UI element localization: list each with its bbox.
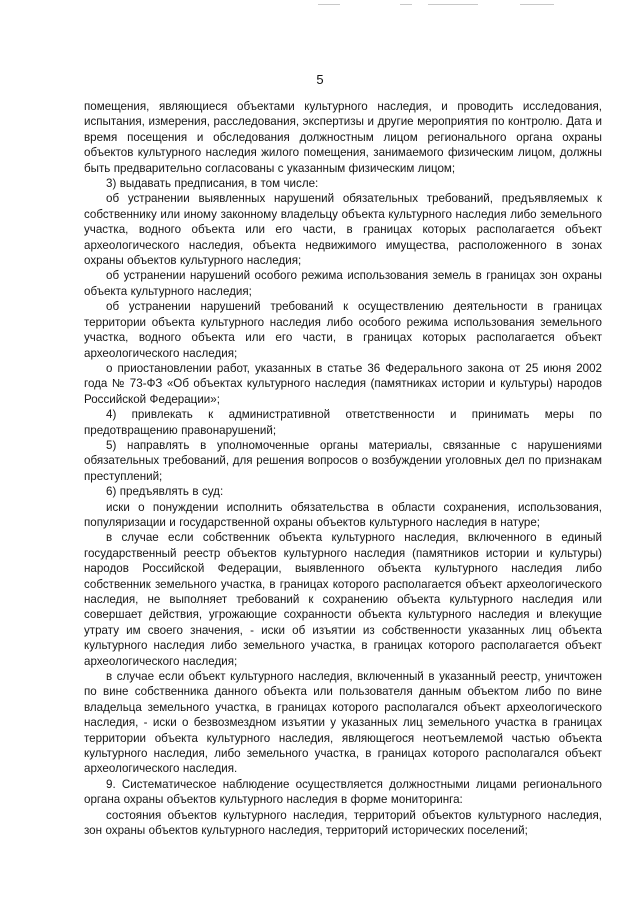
paragraph: состояния объектов культурного наследия, территорий объектов культурного наследия, зон охраны объектов культурного наследия, территорий исторических поселений; bbox=[84, 808, 602, 838]
paragraph: об устранении нарушений особого режима использования земель в границах зон охраны объекта культурного наследия; bbox=[84, 269, 602, 298]
paragraph: помещения, являющиеся объектами культурного наследия, и проводить исследования, испытания, измерения, расследования, экспертизы и другие мероприятия по контролю. Дата и время посещения и обследования должностным лицом регионального органа охраны объектов культурного наследия жилого помещения, занимаемого физическим лицом, должны быть предварительно согласованы с указанным физическим лицом; bbox=[84, 100, 602, 175]
scan-artifact bbox=[400, 4, 412, 5]
scan-artifact bbox=[520, 4, 554, 5]
document-body bbox=[84, 99, 602, 839]
scan-artifact bbox=[428, 4, 478, 5]
scan-artifact bbox=[318, 4, 340, 5]
paragraph: 5) направлять в уполномоченные органы материалы, связанные с нарушениями обязательных требований, для решения вопросов о возбуждении уголовных дел по признакам преступлений; bbox=[84, 438, 602, 483]
paragraph: о приостановлении работ, указанных в статье 36 Федерального закона от 25 июня 2002 года № 73-ФЗ «Об объектах культурного наследия (памятниках истории и культуры) народов Российской Федерации»; bbox=[84, 361, 602, 406]
paragraph: в случае если собственник объекта культурного наследия, включенного в единый государственный реестр объектов культурного наследия (памятников истории и культуры) народов Российской Федерации, выявленного объекта культурного наследия либо собственник земельного участка, в границах которого располагается объект археологического наследия, не выполняет требований к сохранению объекта культурного наследия или совершает действия, угрожающие сохранности объекта культурного наследия и влекущие утрату им своего значения, - иски об изъятии из собственности указанных лиц объекта культурного наследия либо земельного участка, в границах которого располагается объект археологического наследия; bbox=[84, 531, 602, 668]
page-number: 5 bbox=[316, 72, 324, 87]
paragraph: 6) предъявлять в суд: bbox=[106, 485, 224, 499]
paragraph: 9. Систематическое наблюдение осуществляется должностными лицами регионального органа охраны объектов культурного наследия в форме мониторинга: bbox=[84, 777, 602, 807]
paragraph: 3) выдавать предписания, в том числе: bbox=[106, 177, 319, 191]
paragraph: об устранении выявленных нарушений обязательных требований, предъявляемых к собственнику или иному законному владельцу объекта культурного наследия либо земельного участка, водного объекта или его части, в границах которых располагается объект археологического наследия, объекта недвижимого имущества, расположенного в зонах охраны объектов культурного наследия; bbox=[84, 192, 602, 268]
paragraph: иски о понуждении исполнить обязательства в области сохранения, использования, популяризации и государственной охраны объектов культурного наследия в натуре; bbox=[84, 500, 602, 529]
paragraph: 4) привлекать к административной ответственности и принимать меры по предотвращению правонарушений; bbox=[84, 408, 602, 437]
paragraph: об устранении нарушений требований к осуществлению деятельности в границах территории объекта культурного наследия либо особого режима использования земельного участка, водного объекта или его части, в границах которых располагается объект археологического наследия; bbox=[84, 300, 602, 360]
paragraph: в случае если объект культурного наследия, включенный в указанный реестр, уничтожен по вине собственника данного объекта или пользователя данным объектом либо по вине владельца земельного участка, в границах которого располагался объект археологического наследия, - иски о безвозмездном изъятии у указанных лиц земельного участка в границах территории объекта культурного наследия, являющегося неотъемлемой частью объекта культурного наследия, либо земельного участка, в границах которого располагался объект археологического наследия. bbox=[84, 670, 602, 776]
